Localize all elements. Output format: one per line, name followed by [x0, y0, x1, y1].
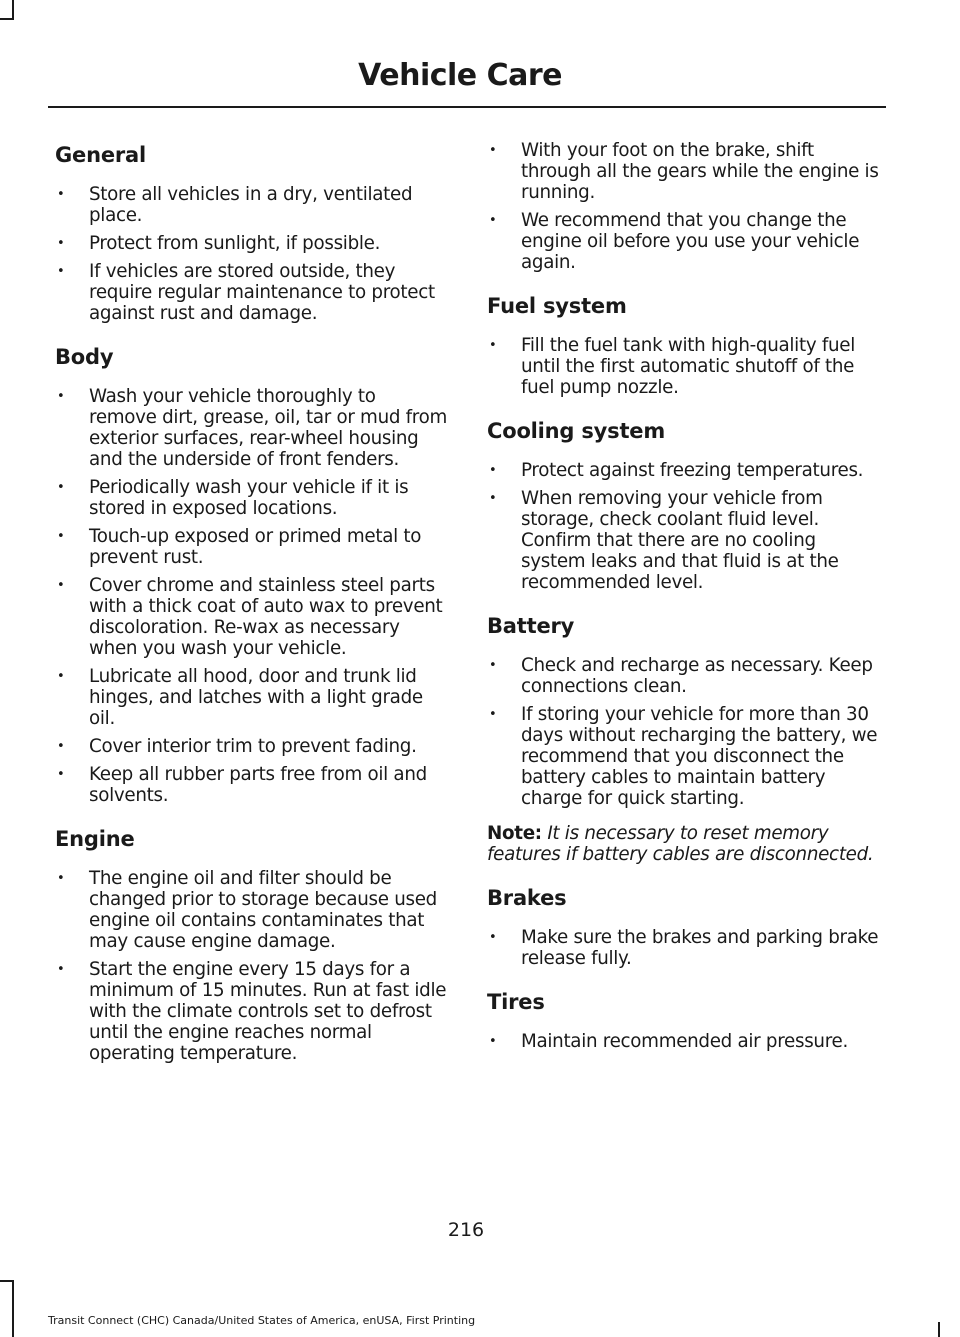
bullet-icon: •: [489, 658, 497, 673]
bullet-icon: •: [57, 529, 65, 544]
header-divider: [48, 106, 886, 108]
bullet-list: [487, 927, 879, 969]
battery-note: [487, 823, 879, 865]
bullet-icon: •: [57, 480, 65, 495]
section-heading: Brakes: [487, 886, 567, 910]
bullet-list: [487, 655, 879, 809]
list-item: • Make sure the brakes and parking brake release fully.: [489, 927, 879, 969]
bullet-icon: •: [489, 213, 497, 228]
page-number: 216: [447, 1219, 485, 1241]
bullet-icon: •: [489, 143, 497, 158]
left-column: [55, 140, 447, 1082]
list-item: • Touch-up exposed or primed metal to prevent rust.: [57, 526, 422, 568]
bullet-icon: •: [57, 669, 65, 684]
bullet-list: [55, 184, 447, 324]
bullet-list: [487, 1031, 879, 1052]
section-engine: [55, 824, 447, 1064]
bullet-icon: •: [489, 463, 497, 478]
list-item: • The engine oil and filter should be changed prior to storage because used engine oil contains contaminates that may cause engine damage.: [57, 868, 437, 952]
bullet-list: [487, 335, 879, 398]
bullet-icon: •: [489, 1034, 497, 1049]
section-heading: Cooling system: [487, 419, 666, 443]
list-item: • If vehicles are stored outside, they require regular maintenance to protect against rust and damage.: [57, 261, 435, 324]
section-battery: [487, 611, 879, 865]
bullet-icon: •: [57, 187, 65, 202]
section-tires: [487, 987, 879, 1052]
list-item: • When removing your vehicle from storage, check coolant fluid level. Confirm that there are no cooling system leaks and that fluid is at the recommended level.: [489, 488, 839, 593]
bullet-icon: •: [57, 389, 65, 404]
bullet-list: [487, 140, 879, 273]
section-fuel-system: [487, 291, 879, 398]
crop-mark: [0, 18, 14, 20]
list-item: • If storing your vehicle for more than 30 days without recharging the battery, we recommend that you disconnect the battery cables to maintain battery charge for quick starting.: [489, 704, 878, 809]
list-item: • Periodically wash your vehicle if it is stored in exposed locations.: [57, 477, 409, 519]
crop-mark: [12, 0, 14, 20]
section-engine-continued: [487, 140, 879, 273]
list-item: • Cover interior trim to prevent fading.: [57, 736, 417, 757]
crop-mark: [938, 1322, 940, 1337]
bullet-icon: •: [57, 578, 65, 593]
list-item: • Wash your vehicle thoroughly to remove dirt, grease, oil, tar or mud from exterior surfaces, rear-wheel housing and the underside of front fenders.: [57, 386, 448, 470]
right-column: [487, 140, 879, 1070]
section-heading: Battery: [487, 614, 575, 638]
section-heading: Body: [55, 345, 114, 369]
section-general: [55, 140, 447, 324]
section-cooling-system: [487, 416, 879, 593]
list-item: • Store all vehicles in a dry, ventilated place.: [57, 184, 413, 226]
section-brakes: [487, 883, 879, 969]
bullet-icon: •: [489, 930, 497, 945]
bullet-icon: •: [57, 767, 65, 782]
bullet-icon: •: [57, 264, 65, 279]
note-label: Note:: [487, 823, 542, 844]
section-heading: Engine: [55, 827, 135, 851]
list-item: • Fill the fuel tank with high-quality fuel until the first automatic shutoff of the fuel pump nozzle.: [489, 335, 856, 398]
note-text: It is necessary to reset memory features if battery cables are disconnected.: [487, 823, 874, 865]
bullet-icon: •: [57, 236, 65, 251]
list-item: • With your foot on the brake, shift through all the gears while the engine is running.: [489, 140, 879, 203]
list-item: • Maintain recommended air pressure.: [489, 1031, 848, 1052]
list-item: • Keep all rubber parts free from oil and solvents.: [57, 764, 427, 806]
bullet-icon: •: [57, 962, 65, 977]
list-item: • Protect from sunlight, if possible.: [57, 233, 381, 254]
section-body: [55, 342, 447, 806]
bullet-icon: •: [57, 739, 65, 754]
bullet-icon: •: [57, 871, 65, 886]
section-heading: General: [55, 143, 146, 167]
section-heading: Tires: [487, 990, 545, 1014]
bullet-icon: •: [489, 491, 497, 506]
bullet-icon: •: [489, 338, 497, 353]
crop-mark: [12, 1280, 14, 1337]
bullet-icon: •: [489, 707, 497, 722]
page-title: Vehicle Care: [358, 58, 562, 93]
bullet-list: [55, 868, 447, 1064]
list-item: • Lubricate all hood, door and trunk lid hinges, and latches with a light grade oil.: [57, 666, 423, 729]
list-item: • We recommend that you change the engine oil before you use your vehicle again.: [489, 210, 860, 273]
list-item: • Protect against freezing temperatures.: [489, 460, 864, 481]
list-item: • Cover chrome and stainless steel parts with a thick coat of auto wax to prevent discoloration. Re-wax as necessary when you wash your vehicle.: [57, 575, 443, 659]
crop-mark: [0, 1280, 14, 1282]
bullet-list: [487, 460, 879, 593]
bullet-list: [55, 386, 447, 806]
list-item: • Check and recharge as necessary. Keep connections clean.: [489, 655, 873, 697]
list-item: • Start the engine every 15 days for a minimum of 15 minutes. Run at fast idle with the climate controls set to defrost until the engine reaches normal operating temperature.: [57, 959, 447, 1064]
section-heading: Fuel system: [487, 294, 627, 318]
footer-text: Transit Connect (CHC) Canada/United States of America, enUSA, First Printing: [48, 1314, 476, 1327]
